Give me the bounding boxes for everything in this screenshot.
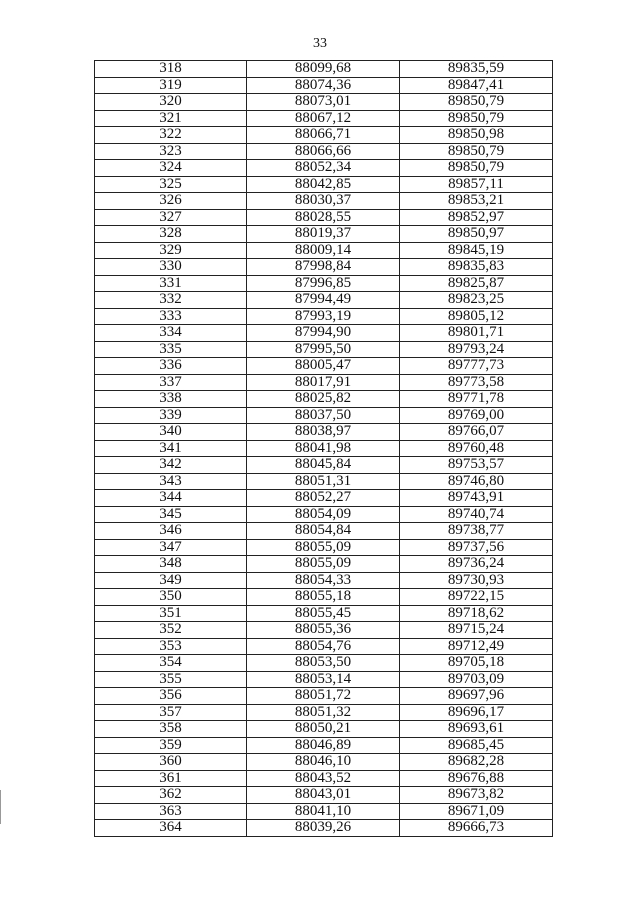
y-coordinate-cell: 89766,07 xyxy=(400,424,553,441)
y-coordinate-cell: 89685,45 xyxy=(400,737,553,754)
point-number-cell: 337 xyxy=(95,374,247,391)
point-number-cell: 328 xyxy=(95,226,247,243)
table-row xyxy=(95,490,553,507)
table-row xyxy=(95,94,553,111)
y-coordinate-cell: 89738,77 xyxy=(400,523,553,540)
table-row xyxy=(95,754,553,771)
table-row xyxy=(95,671,553,688)
y-coordinate-cell: 89718,62 xyxy=(400,605,553,622)
x-coordinate-cell: 88017,91 xyxy=(247,374,400,391)
table-row xyxy=(95,209,553,226)
table-row xyxy=(95,391,553,408)
point-number-cell: 343 xyxy=(95,473,247,490)
x-coordinate-cell: 88055,09 xyxy=(247,539,400,556)
x-coordinate-cell: 88055,36 xyxy=(247,622,400,639)
y-coordinate-cell: 89682,28 xyxy=(400,754,553,771)
y-coordinate-cell: 89712,49 xyxy=(400,638,553,655)
y-coordinate-cell: 89740,74 xyxy=(400,506,553,523)
y-coordinate-cell: 89743,91 xyxy=(400,490,553,507)
table-row xyxy=(95,275,553,292)
table-row xyxy=(95,407,553,424)
table-row xyxy=(95,193,553,210)
x-coordinate-cell: 88028,55 xyxy=(247,209,400,226)
table-row xyxy=(95,473,553,490)
y-coordinate-cell: 89771,78 xyxy=(400,391,553,408)
x-coordinate-cell: 87994,90 xyxy=(247,325,400,342)
table-row xyxy=(95,440,553,457)
margin-mark xyxy=(0,790,1,824)
y-coordinate-cell: 89777,73 xyxy=(400,358,553,375)
y-coordinate-cell: 89850,79 xyxy=(400,94,553,111)
point-number-cell: 348 xyxy=(95,556,247,573)
x-coordinate-cell: 88005,47 xyxy=(247,358,400,375)
point-number-cell: 318 xyxy=(95,61,247,78)
point-number-cell: 344 xyxy=(95,490,247,507)
table-row xyxy=(95,704,553,721)
table-row xyxy=(95,589,553,606)
y-coordinate-cell: 89793,24 xyxy=(400,341,553,358)
y-coordinate-cell: 89850,79 xyxy=(400,110,553,127)
table-row xyxy=(95,820,553,837)
y-coordinate-cell: 89697,96 xyxy=(400,688,553,705)
point-number-cell: 339 xyxy=(95,407,247,424)
point-number-cell: 359 xyxy=(95,737,247,754)
x-coordinate-cell: 88066,71 xyxy=(247,127,400,144)
table-row xyxy=(95,292,553,309)
y-coordinate-cell: 89693,61 xyxy=(400,721,553,738)
y-coordinate-cell: 89705,18 xyxy=(400,655,553,672)
y-coordinate-cell: 89666,73 xyxy=(400,820,553,837)
table-row xyxy=(95,242,553,259)
y-coordinate-cell: 89853,21 xyxy=(400,193,553,210)
point-number-cell: 319 xyxy=(95,77,247,94)
x-coordinate-cell: 88067,12 xyxy=(247,110,400,127)
point-number-cell: 353 xyxy=(95,638,247,655)
table-row xyxy=(95,638,553,655)
x-coordinate-cell: 87993,19 xyxy=(247,308,400,325)
y-coordinate-cell: 89835,83 xyxy=(400,259,553,276)
table-row xyxy=(95,110,553,127)
x-coordinate-cell: 88099,68 xyxy=(247,61,400,78)
table-row xyxy=(95,457,553,474)
x-coordinate-cell: 88055,45 xyxy=(247,605,400,622)
x-coordinate-cell: 88019,37 xyxy=(247,226,400,243)
y-coordinate-cell: 89736,24 xyxy=(400,556,553,573)
y-coordinate-cell: 89737,56 xyxy=(400,539,553,556)
x-coordinate-cell: 88043,01 xyxy=(247,787,400,804)
y-coordinate-cell: 89715,24 xyxy=(400,622,553,639)
point-number-cell: 331 xyxy=(95,275,247,292)
y-coordinate-cell: 89850,79 xyxy=(400,160,553,177)
point-number-cell: 326 xyxy=(95,193,247,210)
point-number-cell: 335 xyxy=(95,341,247,358)
point-number-cell: 341 xyxy=(95,440,247,457)
x-coordinate-cell: 88054,84 xyxy=(247,523,400,540)
table-row xyxy=(95,259,553,276)
table-row xyxy=(95,737,553,754)
x-coordinate-cell: 88025,82 xyxy=(247,391,400,408)
table-row xyxy=(95,308,553,325)
point-number-cell: 332 xyxy=(95,292,247,309)
x-coordinate-cell: 88050,21 xyxy=(247,721,400,738)
x-coordinate-cell: 88053,50 xyxy=(247,655,400,672)
table-row xyxy=(95,688,553,705)
x-coordinate-cell: 88054,76 xyxy=(247,638,400,655)
point-number-cell: 333 xyxy=(95,308,247,325)
x-coordinate-cell: 88039,26 xyxy=(247,820,400,837)
point-number-cell: 336 xyxy=(95,358,247,375)
x-coordinate-cell: 88041,98 xyxy=(247,440,400,457)
point-number-cell: 350 xyxy=(95,589,247,606)
table-row xyxy=(95,176,553,193)
page-number: 33 xyxy=(313,36,327,51)
table-row xyxy=(95,325,553,342)
point-number-cell: 323 xyxy=(95,143,247,160)
y-coordinate-cell: 89801,71 xyxy=(400,325,553,342)
y-coordinate-cell: 89852,97 xyxy=(400,209,553,226)
point-number-cell: 362 xyxy=(95,787,247,804)
table-row xyxy=(95,358,553,375)
x-coordinate-cell: 88046,89 xyxy=(247,737,400,754)
table-row xyxy=(95,77,553,94)
point-number-cell: 325 xyxy=(95,176,247,193)
table-row xyxy=(95,523,553,540)
y-coordinate-cell: 89703,09 xyxy=(400,671,553,688)
y-coordinate-cell: 89825,87 xyxy=(400,275,553,292)
y-coordinate-cell: 89696,17 xyxy=(400,704,553,721)
y-coordinate-cell: 89850,98 xyxy=(400,127,553,144)
point-number-cell: 354 xyxy=(95,655,247,672)
x-coordinate-cell: 87998,84 xyxy=(247,259,400,276)
table-row xyxy=(95,556,553,573)
x-coordinate-cell: 88030,37 xyxy=(247,193,400,210)
x-coordinate-cell: 88037,50 xyxy=(247,407,400,424)
x-coordinate-cell: 88042,85 xyxy=(247,176,400,193)
y-coordinate-cell: 89760,48 xyxy=(400,440,553,457)
point-number-cell: 320 xyxy=(95,94,247,111)
point-number-cell: 330 xyxy=(95,259,247,276)
point-number-cell: 334 xyxy=(95,325,247,342)
table-row xyxy=(95,770,553,787)
x-coordinate-cell: 88073,01 xyxy=(247,94,400,111)
x-coordinate-cell: 88054,09 xyxy=(247,506,400,523)
table-row xyxy=(95,506,553,523)
y-coordinate-cell: 89773,58 xyxy=(400,374,553,391)
x-coordinate-cell: 87996,85 xyxy=(247,275,400,292)
y-coordinate-cell: 89850,79 xyxy=(400,143,553,160)
table-row xyxy=(95,622,553,639)
x-coordinate-cell: 88052,34 xyxy=(247,160,400,177)
x-coordinate-cell: 88051,31 xyxy=(247,473,400,490)
table-row xyxy=(95,655,553,672)
table-row xyxy=(95,721,553,738)
table-row xyxy=(95,787,553,804)
point-number-cell: 324 xyxy=(95,160,247,177)
y-coordinate-cell: 89671,09 xyxy=(400,803,553,820)
x-coordinate-cell: 88043,52 xyxy=(247,770,400,787)
table-row xyxy=(95,803,553,820)
table-row xyxy=(95,424,553,441)
table-row xyxy=(95,374,553,391)
table-row xyxy=(95,341,553,358)
x-coordinate-cell: 87995,50 xyxy=(247,341,400,358)
table-body xyxy=(95,61,553,837)
x-coordinate-cell: 88009,14 xyxy=(247,242,400,259)
point-number-cell: 327 xyxy=(95,209,247,226)
table-row xyxy=(95,127,553,144)
y-coordinate-cell: 89746,80 xyxy=(400,473,553,490)
table-row xyxy=(95,539,553,556)
x-coordinate-cell: 88052,27 xyxy=(247,490,400,507)
point-number-cell: 352 xyxy=(95,622,247,639)
x-coordinate-cell: 88055,18 xyxy=(247,589,400,606)
x-coordinate-cell: 88041,10 xyxy=(247,803,400,820)
x-coordinate-cell: 88055,09 xyxy=(247,556,400,573)
point-number-cell: 355 xyxy=(95,671,247,688)
table-row xyxy=(95,143,553,160)
y-coordinate-cell: 89730,93 xyxy=(400,572,553,589)
table-row xyxy=(95,226,553,243)
y-coordinate-cell: 89845,19 xyxy=(400,242,553,259)
point-number-cell: 360 xyxy=(95,754,247,771)
point-number-cell: 340 xyxy=(95,424,247,441)
point-number-cell: 346 xyxy=(95,523,247,540)
y-coordinate-cell: 89722,15 xyxy=(400,589,553,606)
x-coordinate-cell: 88038,97 xyxy=(247,424,400,441)
table-row xyxy=(95,572,553,589)
table-row xyxy=(95,605,553,622)
y-coordinate-cell: 89673,82 xyxy=(400,787,553,804)
point-number-cell: 342 xyxy=(95,457,247,474)
y-coordinate-cell: 89769,00 xyxy=(400,407,553,424)
y-coordinate-cell: 89857,11 xyxy=(400,176,553,193)
point-number-cell: 349 xyxy=(95,572,247,589)
point-number-cell: 364 xyxy=(95,820,247,837)
point-number-cell: 321 xyxy=(95,110,247,127)
point-number-cell: 345 xyxy=(95,506,247,523)
point-number-cell: 363 xyxy=(95,803,247,820)
point-number-cell: 361 xyxy=(95,770,247,787)
x-coordinate-cell: 88046,10 xyxy=(247,754,400,771)
point-number-cell: 329 xyxy=(95,242,247,259)
x-coordinate-cell: 88074,36 xyxy=(247,77,400,94)
point-number-cell: 322 xyxy=(95,127,247,144)
point-number-cell: 338 xyxy=(95,391,247,408)
y-coordinate-cell: 89676,88 xyxy=(400,770,553,787)
point-number-cell: 358 xyxy=(95,721,247,738)
point-number-cell: 351 xyxy=(95,605,247,622)
y-coordinate-cell: 89753,57 xyxy=(400,457,553,474)
x-coordinate-cell: 87994,49 xyxy=(247,292,400,309)
y-coordinate-cell: 89835,59 xyxy=(400,61,553,78)
y-coordinate-cell: 89805,12 xyxy=(400,308,553,325)
x-coordinate-cell: 88054,33 xyxy=(247,572,400,589)
point-number-cell: 347 xyxy=(95,539,247,556)
table-row xyxy=(95,61,553,78)
x-coordinate-cell: 88051,32 xyxy=(247,704,400,721)
x-coordinate-cell: 88066,66 xyxy=(247,143,400,160)
table-row xyxy=(95,160,553,177)
point-number-cell: 356 xyxy=(95,688,247,705)
x-coordinate-cell: 88053,14 xyxy=(247,671,400,688)
y-coordinate-cell: 89847,41 xyxy=(400,77,553,94)
y-coordinate-cell: 89823,25 xyxy=(400,292,553,309)
x-coordinate-cell: 88045,84 xyxy=(247,457,400,474)
y-coordinate-cell: 89850,97 xyxy=(400,226,553,243)
point-number-cell: 357 xyxy=(95,704,247,721)
x-coordinate-cell: 88051,72 xyxy=(247,688,400,705)
coordinate-table xyxy=(94,60,553,837)
